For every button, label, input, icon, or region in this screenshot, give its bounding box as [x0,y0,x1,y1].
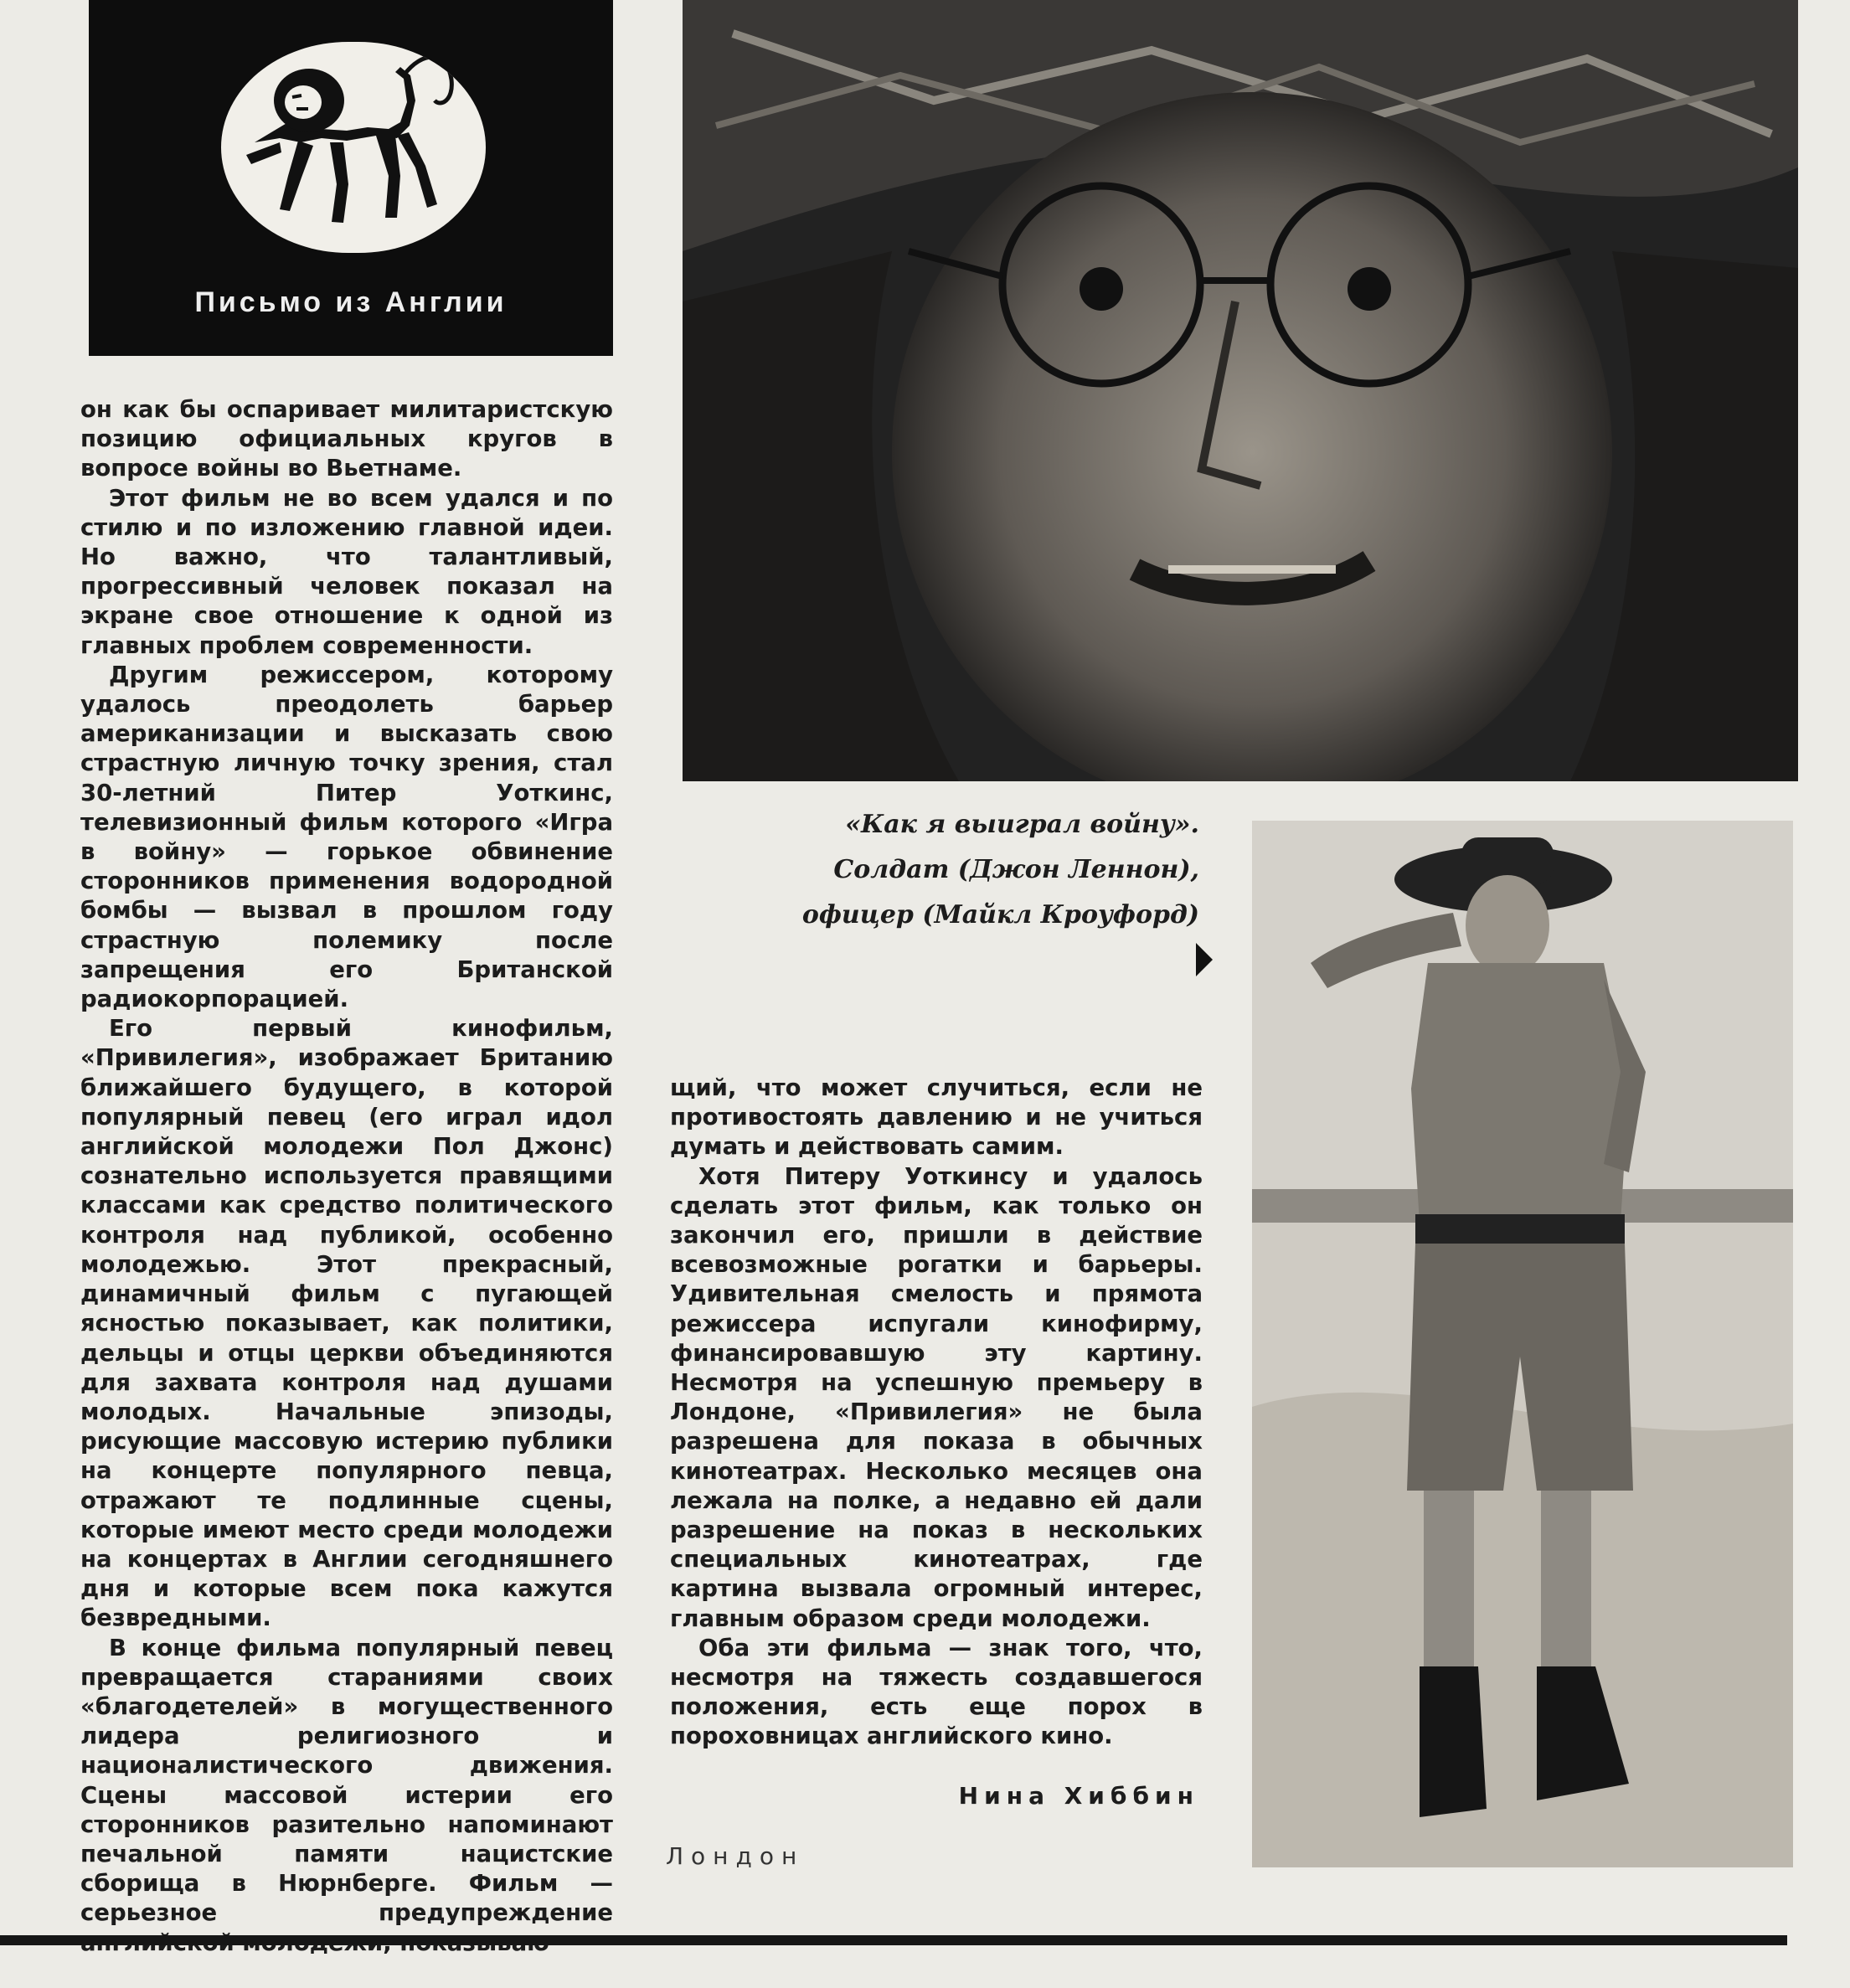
paragraph: Другим режиссером, которому удалось преодолеть барьер американизации и высказать свою страстную личную точку зрения, стал 30-летний Питер Уоткинс, телевизионный фильм которого «Игра в войну» — горькое обвинение сторонников применения водородной бомбы — вызвал в прошлом году страстную полемику после запрещения его Британской радиокорпорацией. [80,661,613,1013]
article-column-1 [80,395,613,1958]
paragraph: щий, что может случиться, если не противостоять давлению и не учиться думать и действовать самим. [670,1074,1203,1161]
photo-john-lennon [683,0,1798,781]
logo-caption: Письмо из Англии [194,286,508,318]
caption-line: офицер (Майкл Кроуфорд) [801,900,1199,930]
letter-from-england-logo [89,0,613,356]
article-column-2 [670,1074,1203,1752]
author-signature: Нина Хиббин [958,1782,1199,1810]
paragraph: Оба эти фильма — знак того, что, несмотря на тяжесть создавшегося положения, есть еще порох в пороховницах английского кино. [670,1634,1203,1750]
caption-line: Солдат (Джон Леннон), [833,855,1199,884]
paragraph: он как бы оспаривает милитаристскую позицию официальных кругов в вопросе войны во Вьетнаме. [80,396,613,482]
photo-caption [754,802,1199,938]
paragraph: Хотя Питеру Уоткинсу и удалось сделать этот фильм, как только он закончил его, пришли в действие всевозможные рогатки и барьеры. Удивительная смелость и прямота режиссера испугали кинофирму, финансировавшую эту картину. Несмотря на успешную премьеру в Лондоне, «Привилегия» не была разрешена для показа в обычных кинотеатрах. Несколько месяцев она лежала на полке, а недавно ей дали разрешение на показ в нескольких специальных кинотеатрах, где картина вызвала огромный интерес, главным образом среди молодежи. [670,1162,1203,1632]
bottom-divider [0,1935,1787,1945]
paragraph: Этот фильм не во всем удался и по стилю и по изложению главной идеи. Но важно, что талантливый, прогрессивный человек показал на экране свое отношение к одной из главных проблем современности. [80,484,613,659]
photo-michael-crawford [1252,821,1793,1867]
dateline-location: Лондон [666,1842,805,1870]
paragraph: Его первый кинофильм, «Привилегия», изображает Британию ближайшего будущего, в которой популярный певец (его играл идол английской молодежи Пол Джонс) сознательно используется правящими классами как средство политического контроля над публикой, особенно молодежью. Этот прекрасный, динамичный фильм с пугающей ясностью показывает, как политики, дельцы и отцы церкви объединяются для захвата контроля над душами молодых. Начальные эпизоды, рисующие массовую истерию публики на концерте популярного певца, отражают те подлинные сцены, которые имеют место среди молодежи на концертах в Англии сегодняшнего дня и которые всем пока кажутся безвредными. [80,1015,613,1632]
lion-emblem [221,42,486,253]
caption-line: «Как я выиграл войну». [845,810,1199,839]
paragraph: В конце фильма популярный певец превращается стараниями своих «благодетелей» в могущественного лидера религиозного и националистического движения. Сцены массовой истерии его сторонников разительно напоминают печальной памяти нацистские сборища в Нюрнберге. Фильм — серьезное предупреждение [80,1634,613,1927]
arrow-right-icon [1196,943,1213,976]
